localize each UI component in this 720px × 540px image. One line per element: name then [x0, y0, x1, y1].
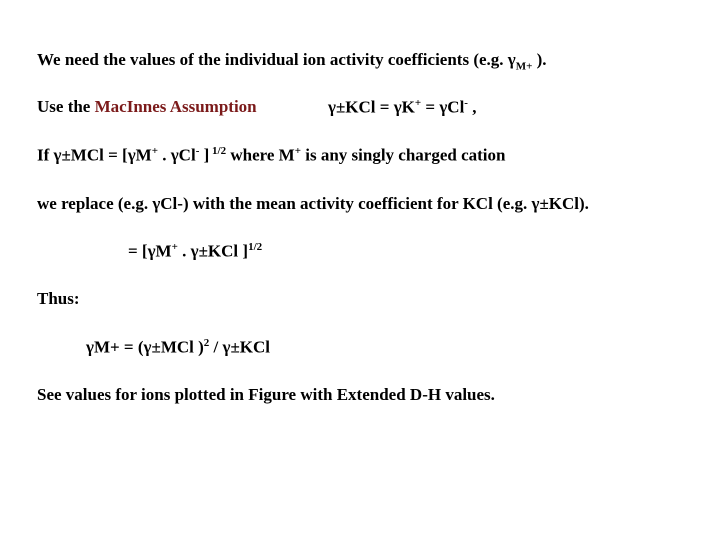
assumption-tail: ,	[467, 97, 477, 117]
replace-line	[37, 195, 589, 212]
thus-line	[37, 290, 80, 307]
if-a: If γ±MCl = [γM	[37, 145, 152, 165]
assumption-formula-a: γ±KCl = γK	[328, 97, 415, 117]
macinnes-assumption-text: MacInnes Assumption	[94, 97, 257, 116]
result-formula	[86, 338, 270, 356]
if-sup2: -	[195, 145, 200, 157]
equals-line	[128, 242, 262, 260]
intro-text: We need the values of the individual ion activity coefficients (e.g. γ	[37, 50, 516, 69]
assumption-sup-plus: +	[414, 97, 422, 109]
result-sup: 2	[203, 337, 210, 349]
assumption-line	[37, 98, 257, 115]
if-d: where M	[226, 145, 295, 165]
thus-text: Thus:	[37, 289, 80, 308]
equals-sup1: +	[171, 241, 178, 253]
if-e: is any singly charged cation	[300, 145, 506, 165]
if-b: . γCl	[157, 145, 196, 165]
see-values-text: See values for ions plotted in Figure with Extended D-H values.	[37, 385, 495, 404]
intro-subscript: M+	[515, 60, 533, 73]
if-sup1: +	[151, 145, 158, 157]
see-values-line	[37, 386, 495, 403]
replace-text: we replace (e.g. γCl-) with the mean activity coefficient for KCl (e.g. γ±KCl).	[37, 194, 589, 213]
assumption-sup-minus: -	[464, 97, 468, 109]
assumption-formula	[328, 98, 476, 116]
result-b: / γ±KCl	[209, 337, 271, 357]
if-sup3: 1/2	[209, 145, 227, 157]
result-a: γM+ = (γ±MCl )	[86, 337, 204, 357]
assumption-formula-b: = γCl	[421, 97, 465, 117]
equals-sup2: 1/2	[248, 241, 263, 253]
intro-tail: ).	[532, 50, 547, 69]
equals-a: = [γM	[128, 241, 172, 261]
if-sup4: +	[294, 145, 301, 157]
intro-line	[37, 51, 547, 72]
equals-b: . γ±KCl ]	[177, 241, 249, 261]
if-c: ]	[199, 145, 210, 165]
assumption-prefix: Use the	[37, 97, 95, 116]
if-line	[37, 146, 505, 164]
